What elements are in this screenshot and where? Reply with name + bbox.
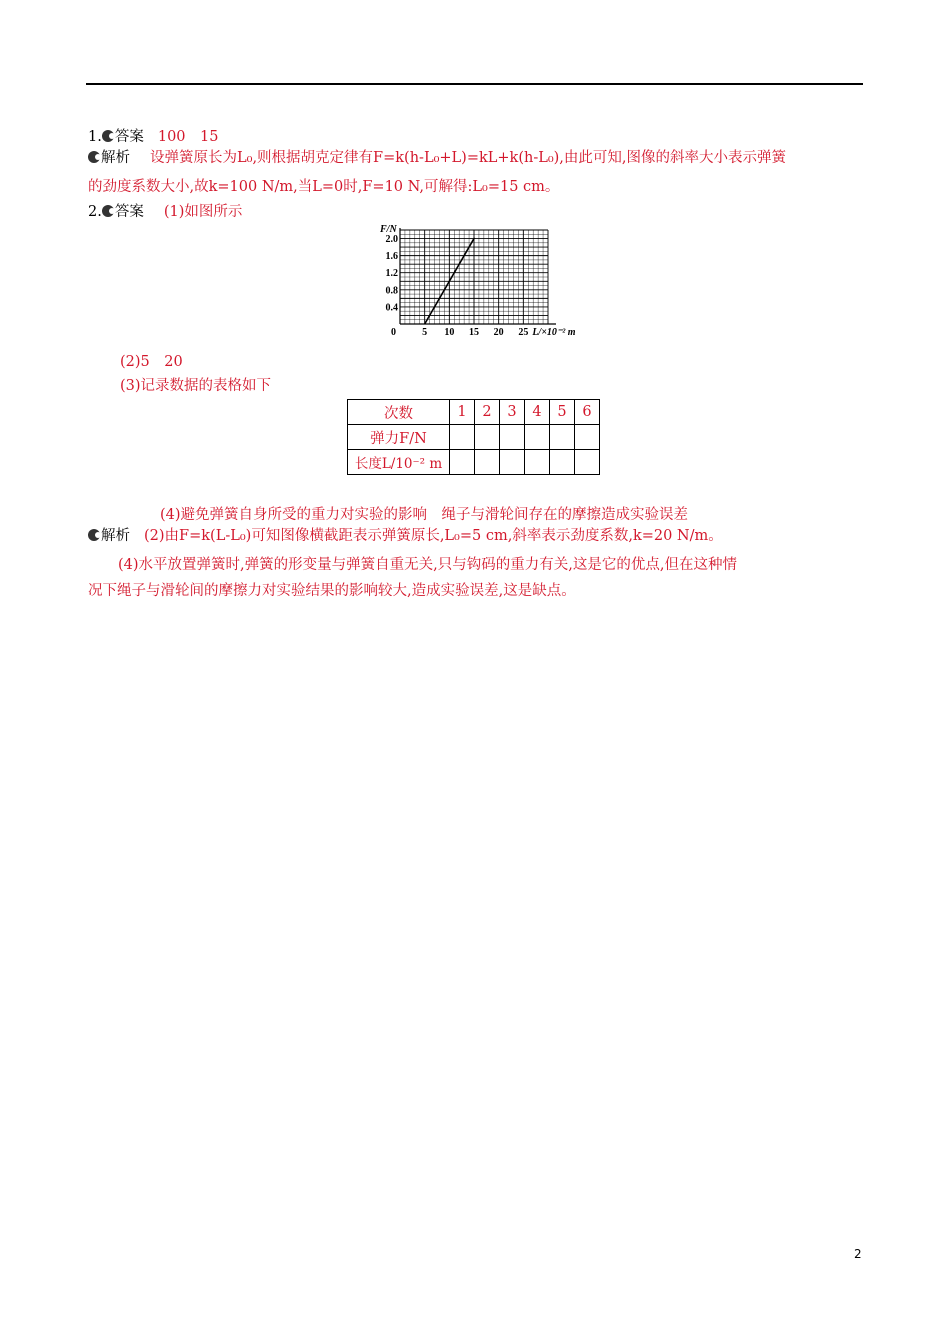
q1-analysis-line2: 的劲度系数大小,故k=100 N/m,当L=0时,F=10 N,可解得:L₀=15 cm。 xyxy=(88,179,560,195)
table-cell xyxy=(550,425,575,450)
q2-answer-line xyxy=(88,202,242,222)
table-cell xyxy=(475,450,500,475)
q1-analysis-label: 解析 xyxy=(101,150,130,166)
q1-analysis-line1 xyxy=(88,148,786,168)
y-tick-label: 1.6 xyxy=(385,251,398,263)
q2-number: 2. xyxy=(88,204,102,220)
table-header-cell: 3 xyxy=(500,400,525,425)
table-cell xyxy=(475,425,500,450)
spring-force-chart xyxy=(378,224,578,340)
x-axis-label: L/×10⁻² m xyxy=(532,327,576,338)
table-header-cell: 2 xyxy=(475,400,500,425)
q2-analysis-line3: 况下绳子与滑轮间的摩擦力对实验结果的影响较大,造成实验误差,这是缺点。 xyxy=(88,583,576,599)
q2-analysis-line2: (4)水平放置弹簧时,弹簧的形变量与弹簧自重无关,只与钩码的重力有关,这是它的优点,但在这种情 xyxy=(118,557,737,573)
q2-part2: (2)5 20 xyxy=(120,354,183,370)
q2-part1: (1)如图所示 xyxy=(163,204,243,220)
y-tick-label: 0.4 xyxy=(385,302,398,314)
q1-answer-line xyxy=(88,127,218,147)
q1-number: 1. xyxy=(88,129,102,145)
analysis-marker-icon xyxy=(88,151,100,163)
table-header-cell: 4 xyxy=(525,400,550,425)
y-tick-label: 1.2 xyxy=(385,268,398,280)
q1-answer-label: 答案 xyxy=(114,129,144,145)
q2-analysis-line1 xyxy=(88,526,723,546)
table-cell xyxy=(525,450,550,475)
q2-part3: (3)记录数据的表格如下 xyxy=(120,378,272,394)
y-tick-label: 0.8 xyxy=(385,285,398,297)
y-tick-label: 2.0 xyxy=(385,234,398,246)
table-cell xyxy=(500,425,525,450)
table-cell xyxy=(575,425,600,450)
table-row xyxy=(348,425,600,450)
q2-part4: (4)避免弹簧自身所受的重力对实验的影响 绳子与滑轮间存在的摩擦造成实验误差 xyxy=(160,507,689,523)
record-table xyxy=(347,399,600,475)
answer-marker-icon xyxy=(102,130,114,142)
table-cell xyxy=(525,425,550,450)
q1-analysis-text1: 设弹簧原长为L₀,则根据胡克定律有F=k(h-L₀+L)=kL+k(h-L₀),由此可知,图像的斜率大小表示弹簧 xyxy=(150,150,787,166)
x-tick-label: 20 xyxy=(493,327,504,338)
table-header-cell: 5 xyxy=(550,400,575,425)
answer-marker-icon xyxy=(102,205,114,217)
x-tick-label: 25 xyxy=(518,327,529,338)
chart-svg xyxy=(378,224,578,340)
table-cell xyxy=(450,450,475,475)
table-header-cell: 1 xyxy=(450,400,475,425)
table-cell xyxy=(550,450,575,475)
q2-answer-label: 答案 xyxy=(114,204,144,220)
origin-label: 0 xyxy=(391,327,396,338)
table-cell xyxy=(500,450,525,475)
table-row-label: 弹力F/N xyxy=(348,425,450,450)
y-axis-label: F/N xyxy=(380,224,397,235)
table-cell xyxy=(450,425,475,450)
table-header-cell: 次数 xyxy=(348,400,450,425)
table-header-row xyxy=(348,400,600,425)
x-tick-label: 15 xyxy=(469,327,479,338)
x-tick-label: 5 xyxy=(422,327,428,338)
analysis-marker-icon xyxy=(88,529,100,541)
q1-answer-values: 100 15 xyxy=(157,129,219,145)
table-row xyxy=(348,450,600,475)
q2-analysis-text1: (2)由F=k(L-L₀)可知图像横截距表示弹簧原长,L₀=5 cm,斜率表示劲度系数,k=20 N/m。 xyxy=(144,528,723,544)
q2-analysis-label: 解析 xyxy=(101,528,130,544)
table-header-cell: 6 xyxy=(575,400,600,425)
page-number: 2 xyxy=(854,1247,862,1261)
table-row-label: 长度L/10⁻² m xyxy=(348,450,450,475)
header-rule xyxy=(86,83,863,85)
table-cell xyxy=(575,450,600,475)
x-tick-label: 10 xyxy=(444,327,455,338)
